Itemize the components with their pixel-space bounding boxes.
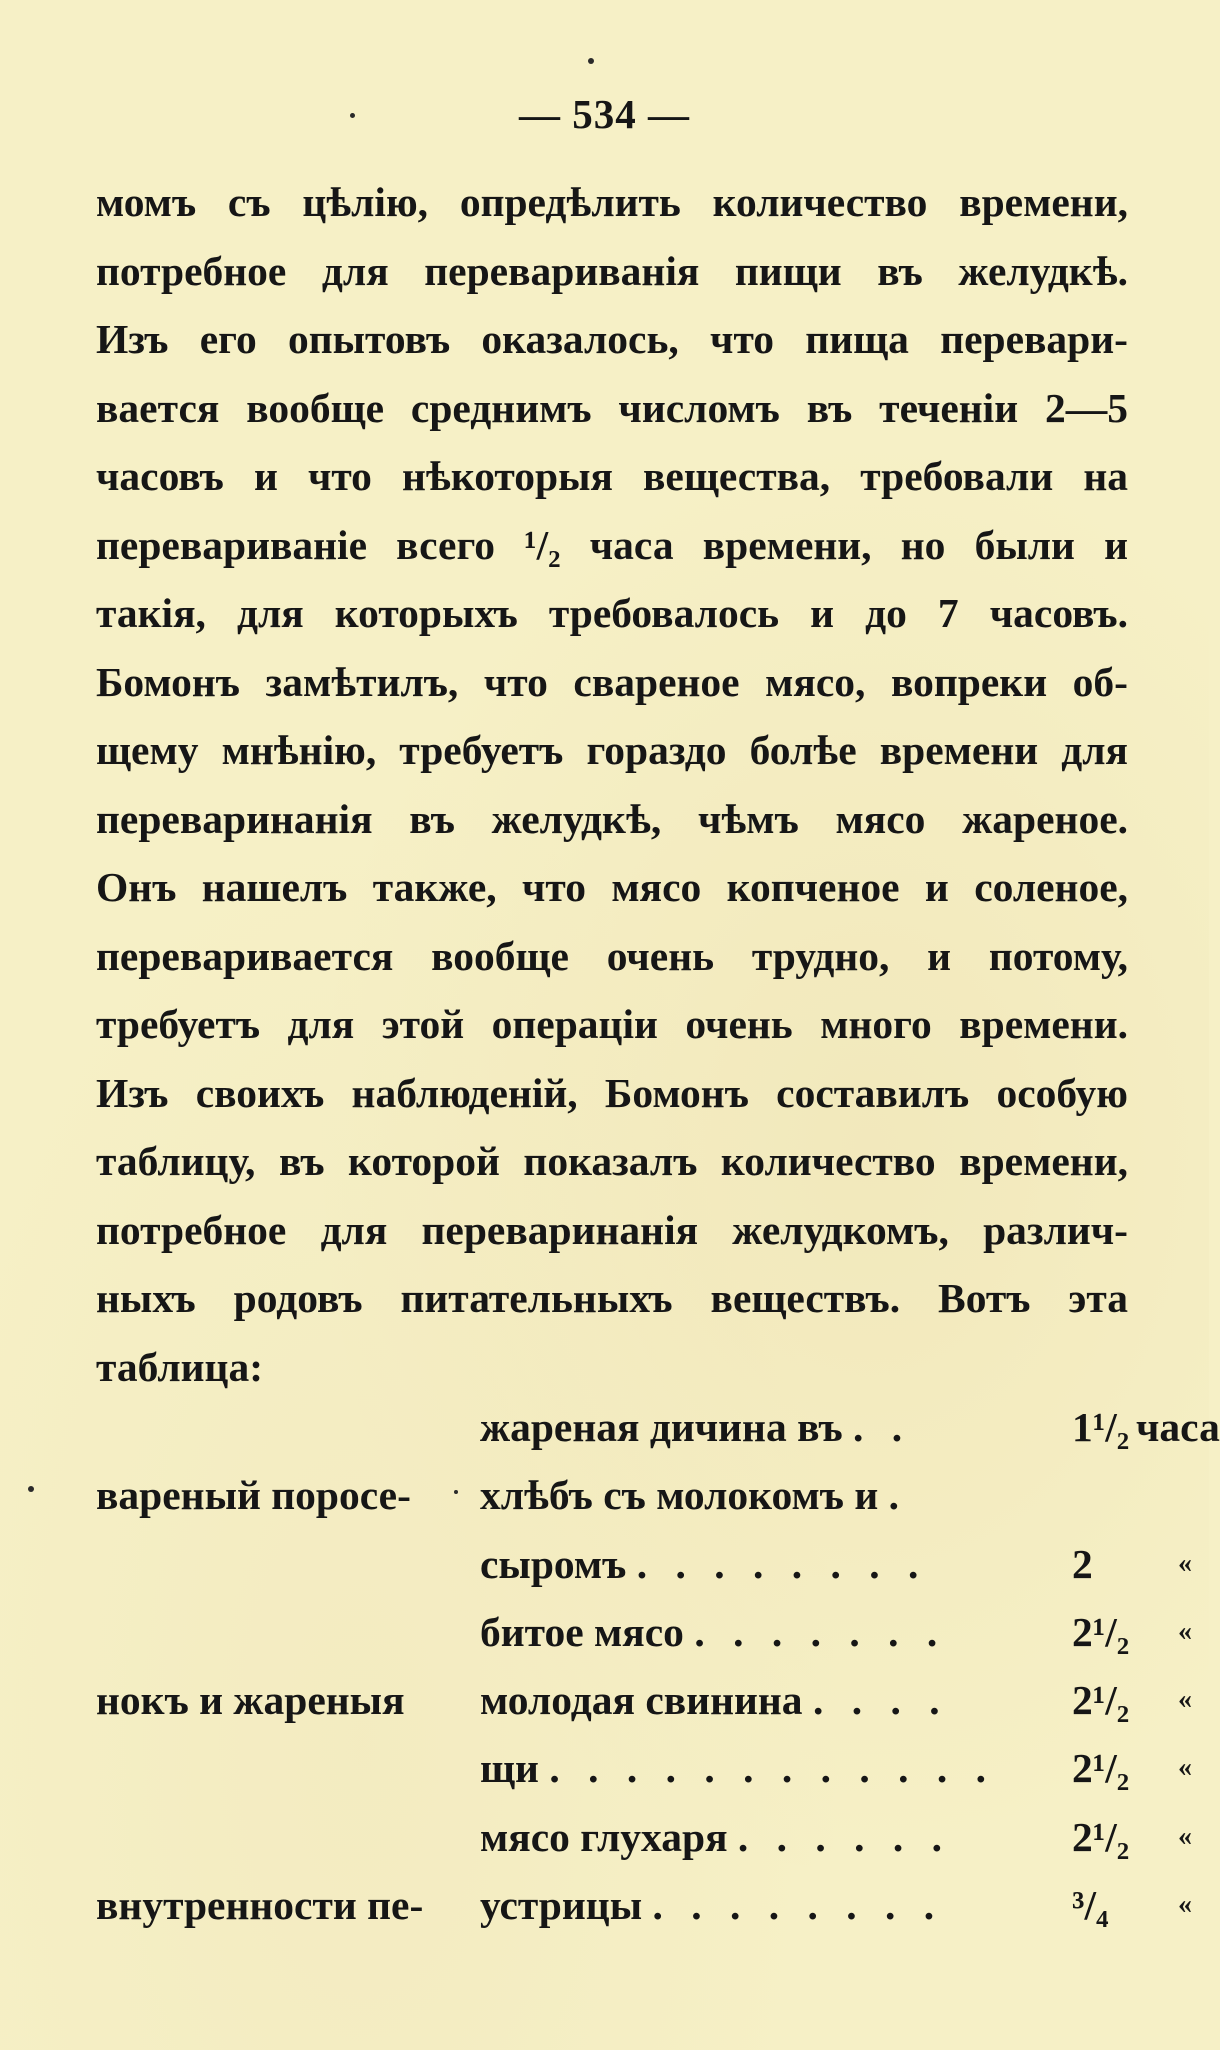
digestion-table (96, 1393, 1220, 1939)
food-item (480, 1666, 949, 1734)
text-line: потребное для перевариванія пищи въ желудкѣ. (96, 247, 1128, 294)
hours-value: 1¹/₂ (1072, 1404, 1130, 1450)
text-line: часовъ и что нѣкоторыя вещества, требовали на (96, 453, 1128, 499)
ditto-mark: « (1178, 1752, 1192, 1784)
food-item (480, 1871, 943, 1939)
text-line: вается вообще среднимъ числомъ въ теченіи 2—5 (96, 384, 1128, 431)
leader-dots: . (888, 1472, 908, 1519)
food-item (480, 1598, 946, 1666)
food-name: мясо глухаря (480, 1813, 728, 1860)
leader-dots: . . (853, 1404, 912, 1450)
text-line: Онъ нашелъ также, что мясо копченое и соленое, (96, 864, 1128, 910)
leader-dots: . . . . . . . . (652, 1882, 944, 1929)
ditto-mark: « (1178, 1889, 1192, 1921)
hours-value: 2¹/₂ (1072, 1813, 1130, 1860)
table-row (96, 1598, 1192, 1666)
text-line: Бомонъ замѣтилъ, что свареное мясо, вопреки об- (96, 658, 1128, 705)
hours-value: 2¹/₂ (1072, 1745, 1130, 1792)
leader-dots: . . . . (812, 1677, 949, 1724)
left-column-text: нокъ и жареныя (96, 1677, 405, 1724)
text-line: такія, для которыхъ требовалось и до 7 часовъ. (96, 590, 1128, 636)
food-name: битое мясо (480, 1608, 684, 1655)
ink-speck (454, 1490, 458, 1494)
page-number: — 534 — (519, 91, 690, 137)
food-name: сыромъ (480, 1540, 627, 1587)
unit-label: часа (1136, 1404, 1220, 1450)
text-line: переваринанія въ желудкѣ, чѣмъ мясо жареное. (96, 795, 1128, 842)
text-line: момъ съ цѣлію, опредѣлить количество времени, (96, 179, 1128, 225)
ditto-mark: « (1178, 1820, 1192, 1852)
leader-dots: . . . . . . (737, 1813, 952, 1860)
hours-value: ³/₄ (1072, 1882, 1109, 1929)
food-item (480, 1803, 951, 1871)
table-row (96, 1871, 1192, 1939)
ditto-mark: « (1178, 1684, 1192, 1716)
hours-value: 2¹/₂ (1072, 1677, 1130, 1724)
food-item (480, 1461, 908, 1529)
table-row (96, 1461, 1136, 1529)
text-line: таблица: (96, 1343, 264, 1390)
text-line: Изъ его опытовъ оказалось, что пища перевари- (96, 316, 1128, 362)
hours-value: 2 (1072, 1540, 1093, 1587)
food-name: молодая свинина (480, 1677, 803, 1724)
food-item (480, 1734, 995, 1802)
food-name: жареная дичина въ (480, 1404, 843, 1450)
food-name: хлѣбъ съ молокомъ и (480, 1472, 879, 1519)
ink-speck (28, 1486, 34, 1492)
left-column-text: внутренности пе- (96, 1882, 424, 1929)
ditto-mark: « (1178, 1547, 1192, 1579)
text-line: Изъ своихъ наблюденій, Бомонъ составилъ особую (96, 1069, 1128, 1116)
left-column-text: вареный поросе- (96, 1472, 411, 1519)
text-line: таблицу, въ которой показалъ количество времени, (96, 1138, 1128, 1184)
text-line: щему мнѣнію, требуетъ гораздо болѣе времени для (96, 727, 1128, 773)
text-line: потребное для переваринанія желудкомъ, различ- (96, 1206, 1128, 1253)
table-row (96, 1734, 1192, 1802)
text-line: перевариваніе всего ¹/₂ часа времени, но были и (96, 521, 1128, 568)
table-row (96, 1393, 1220, 1461)
ink-speck (588, 58, 594, 64)
hours-value: 2¹/₂ (1072, 1608, 1130, 1655)
text-line: требуетъ для этой операціи очень много времени. (96, 1001, 1128, 1047)
food-name: щи (480, 1745, 539, 1792)
text-line: переваривается вообще очень трудно, и потому, (96, 932, 1128, 979)
table-row (96, 1803, 1192, 1871)
ditto-mark: « (1178, 1615, 1192, 1647)
main-paragraph (96, 168, 1128, 1401)
table-row (96, 1530, 1192, 1598)
leader-dots: . . . . . . . . (636, 1540, 928, 1587)
text-line: ныхъ родовъ питательныхъ веществъ. Вотъ эта (96, 1275, 1128, 1321)
leader-dots: . . . . . . . . . . . . (549, 1745, 995, 1792)
leader-dots: . . . . . . . (694, 1608, 947, 1655)
food-item (480, 1530, 927, 1598)
table-row (96, 1666, 1192, 1734)
ink-speck (350, 113, 355, 118)
food-name: устрицы (480, 1882, 643, 1929)
food-item (480, 1393, 911, 1461)
